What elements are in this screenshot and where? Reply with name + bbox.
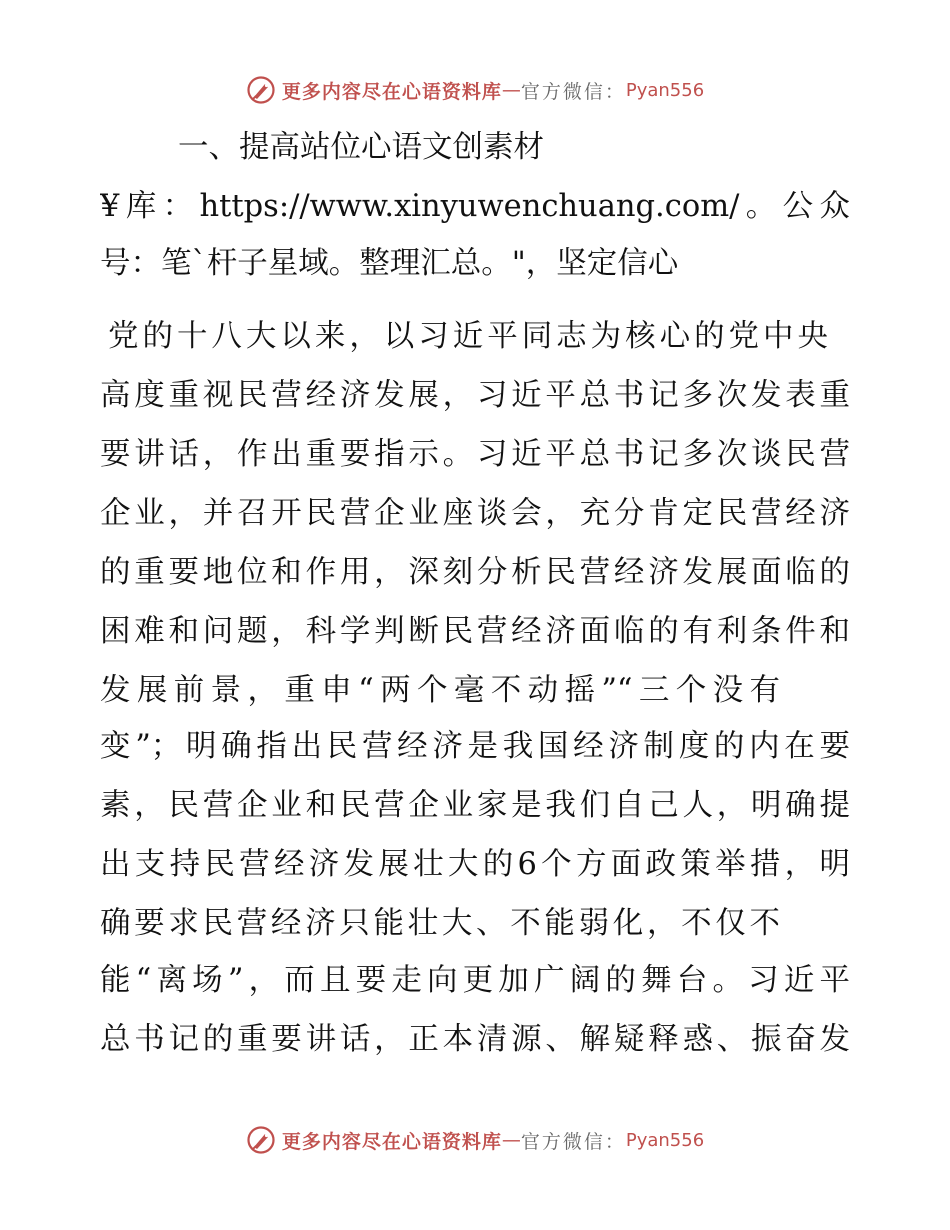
body-line: 能“离场”，而且要走向更加广阔的舞台。习近平 bbox=[100, 963, 850, 998]
banner-brand: 更多内容尽在心语资料库 bbox=[281, 80, 502, 103]
banner-dash: — bbox=[501, 1129, 521, 1151]
banner-wechat-label: 官方微信： bbox=[520, 1130, 626, 1153]
body-line: 确要求民营经济只能壮大、不能弱化，不仅不 bbox=[100, 906, 780, 941]
body-line: 困难和问题，科学判断民营经济面临的有利条件和 bbox=[100, 614, 850, 649]
pen-nib-icon bbox=[246, 75, 276, 105]
banner-brand: 更多内容尽在心语资料库 bbox=[281, 1130, 502, 1153]
body-line: 出支持民营经济发展壮大的6个方面政策举措，明 bbox=[100, 847, 850, 882]
banner-wechat-id: Pyan556 bbox=[625, 79, 705, 101]
body-line: 总书记的重要讲话，正本清源、解疑释惑、振奋发 bbox=[100, 1022, 850, 1057]
body-line: 发展前景，重申“两个毫不动摇”“三个没有 bbox=[100, 673, 780, 708]
pen-nib-icon bbox=[246, 1125, 276, 1155]
body-line: 高度重视民营经济发展，习近平总书记多次发表重 bbox=[100, 378, 850, 413]
banner-wechat-label: 官方微信： bbox=[520, 80, 626, 103]
banner-wechat-id: Pyan556 bbox=[625, 1129, 705, 1151]
header-banner bbox=[0, 72, 950, 108]
heading-line: 号：笔`杆子星域。整理汇总。"，坚定信心 bbox=[100, 246, 679, 281]
heading-line: 一、提高站位心语文创素材 bbox=[178, 130, 544, 165]
body-line: 的重要地位和作用，深刻分析民营经济发展面临的 bbox=[100, 555, 850, 590]
heading-line: ¥库：https://www.xinyuwenchuang.com/。公众 bbox=[100, 189, 850, 224]
banner-dash: — bbox=[501, 79, 521, 101]
body-line: 企业，并召开民营企业座谈会，充分肯定民营经济 bbox=[100, 496, 850, 531]
body-line: 要讲话，作出重要指示。习近平总书记多次谈民营 bbox=[100, 437, 850, 472]
body-line: 党的十八大以来，以习近平同志为核心的党中央 bbox=[108, 319, 828, 354]
body-line: 素，民营企业和民营企业家是我们自己人，明确提 bbox=[100, 788, 850, 823]
body-line: 变”；明确指出民营经济是我国经济制度的内在要 bbox=[100, 729, 850, 764]
footer-banner bbox=[0, 1122, 950, 1158]
